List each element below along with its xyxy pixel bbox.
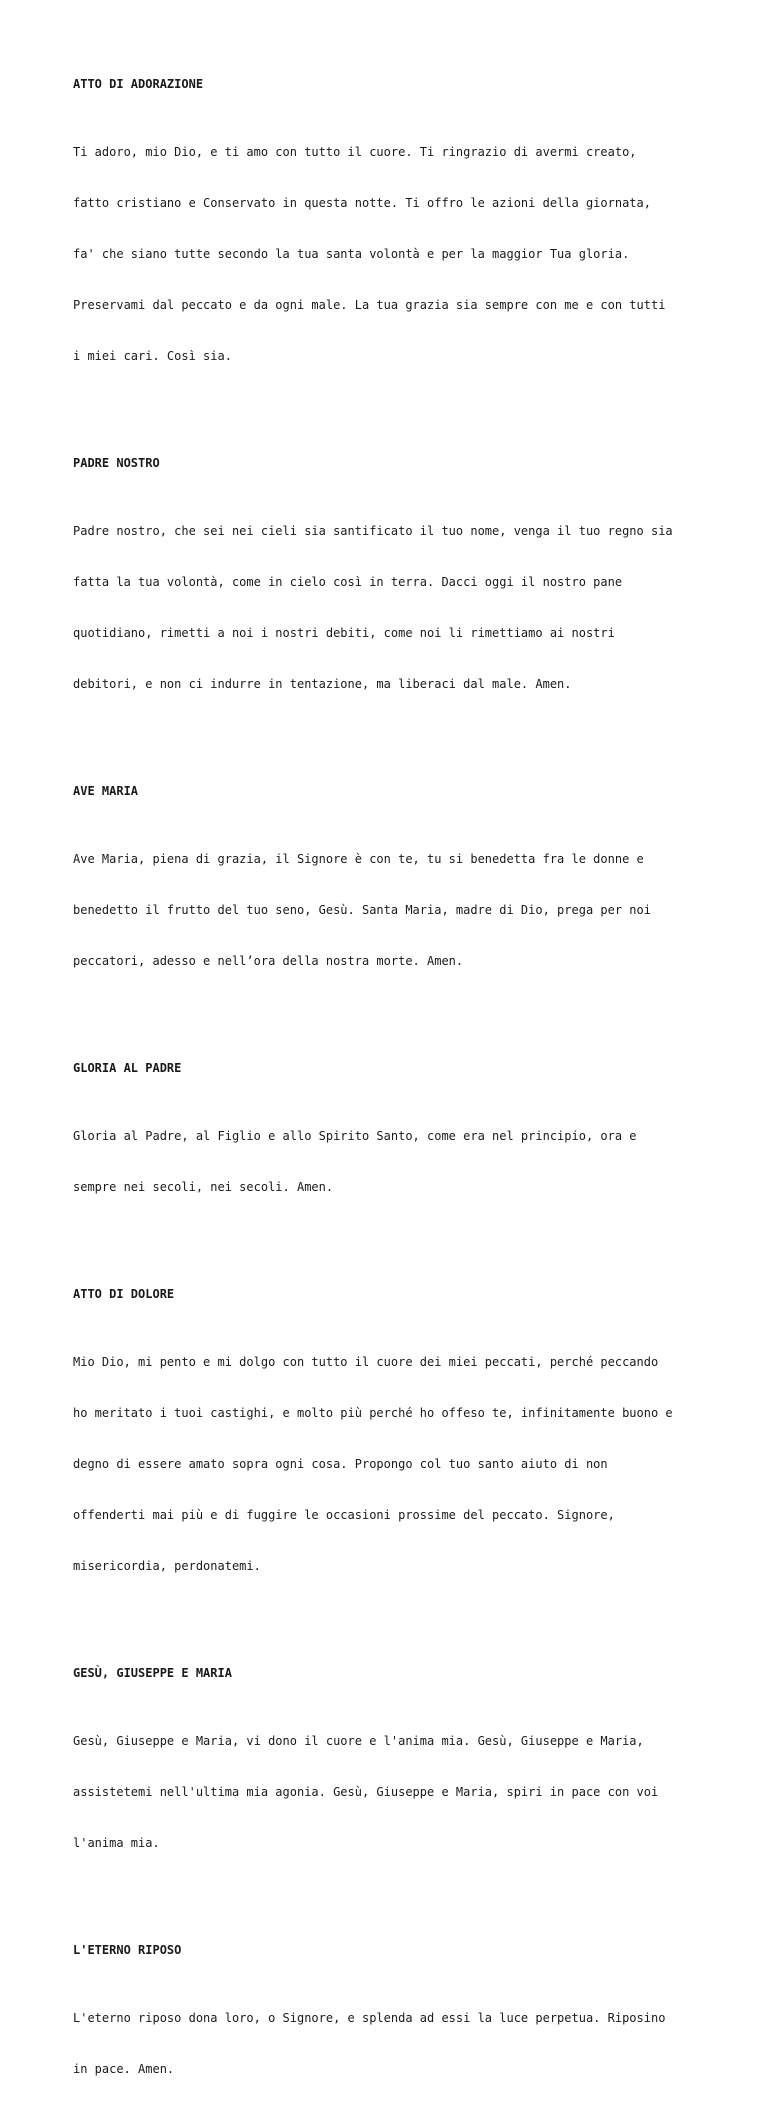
prayer-title: GLORIA AL PADRE — [73, 1061, 182, 1075]
text-line: in pace. Amen. — [73, 2062, 175, 2076]
prayer-text — [73, 1976, 703, 2112]
text-line: benedetto il frutto del tuo seno, Gesù. Santa Maria, madre di Dio, prega per noi — [73, 903, 651, 917]
text-line: ho meritato i tuoi castighi, e molto più perché ho offeso te, infinitamente buono e — [73, 1406, 673, 1420]
prayer-padre-nostro — [73, 455, 703, 727]
text-line: misericordia, perdonatemi. — [73, 1559, 261, 1573]
prayer-l-eterno-riposo — [73, 1942, 703, 2112]
text-line: Ave Maria, piena di grazia, il Signore è con te, tu si benedetta fra le donne e — [73, 852, 644, 866]
text-line: peccatori, adesso e nell’ora della nostra morte. Amen. — [73, 954, 464, 968]
text-line: Ti adoro, mio Dio, e ti amo con tutto il cuore. Ti ringrazio di avermi creato, — [73, 145, 637, 159]
text-line: Padre nostro, che sei nei cieli sia santificato il tuo nome, venga il tuo regno sia — [73, 524, 673, 538]
prayer-title: ATTO DI DOLORE — [73, 1287, 175, 1301]
text-line: fatta la tua volontà, come in cielo così in terra. Dacci oggi il nostro pane — [73, 575, 623, 589]
text-line: Gloria al Padre, al Figlio e allo Spirito Santo, come era nel principio, ora e — [73, 1129, 637, 1143]
prayer-title: L'ETERNO RIPOSO — [73, 1943, 182, 1957]
prayer-title: PADRE NOSTRO — [73, 456, 160, 470]
text-line: degno di essere amato sopra ogni cosa. Propongo col tuo santo aiuto di non — [73, 1457, 608, 1471]
text-line: L'eterno riposo dona loro, o Signore, e splenda ad essi la luce perpetua. Riposino — [73, 2011, 666, 2025]
prayer-atto-di-adorazione — [73, 76, 703, 399]
text-line: fatto cristiano e Conservato in questa notte. Ti offro le azioni della giornata, — [73, 196, 651, 210]
text-line: quotidiano, rimetti a noi i nostri debiti, come noi li rimettiamo ai nostri — [73, 626, 615, 640]
prayer-title: AVE MARIA — [73, 784, 139, 798]
text-line: Preservami dal peccato e da ogni male. La tua grazia sia sempre con me e con tutti — [73, 298, 666, 312]
prayer-text — [73, 489, 703, 727]
prayer-title: GESÙ, GIUSEPPE E MARIA — [73, 1666, 232, 1680]
text-line: offenderti mai più e di fuggire le occasioni prossime del peccato. Signore, — [73, 1508, 615, 1522]
prayer-gloria-al-padre — [73, 1060, 703, 1230]
text-line: fa' che siano tutte secondo la tua santa volontà e per la maggior Tua gloria. — [73, 247, 630, 261]
text-line: i miei cari. Così sia. — [73, 349, 232, 363]
text-line: Gesù, Giuseppe e Maria, vi dono il cuore e l'anima mia. Gesù, Giuseppe e Maria, — [73, 1734, 644, 1748]
document-page — [73, 76, 703, 2112]
text-line: sempre nei secoli, nei secoli. Amen. — [73, 1180, 334, 1194]
prayer-atto-di-dolore — [73, 1286, 703, 1609]
prayer-text — [73, 817, 703, 1004]
text-line: Mio Dio, mi pento e mi dolgo con tutto il cuore dei miei peccati, perché peccando — [73, 1355, 659, 1369]
prayer-text — [73, 1699, 703, 1886]
text-line: assistetemi nell'ultima mia agonia. Gesù, Giuseppe e Maria, spiri in pace con voi — [73, 1785, 659, 1799]
prayer-gesu-giuseppe-e-maria — [73, 1665, 703, 1886]
prayer-text — [73, 110, 703, 399]
prayer-text — [73, 1320, 703, 1609]
text-line: l'anima mia. — [73, 1836, 160, 1850]
text-line: debitori, e non ci indurre in tentazione, ma liberaci dal male. Amen. — [73, 677, 572, 691]
prayer-title: ATTO DI ADORAZIONE — [73, 77, 204, 91]
prayer-ave-maria — [73, 783, 703, 1004]
prayer-text — [73, 1094, 703, 1230]
